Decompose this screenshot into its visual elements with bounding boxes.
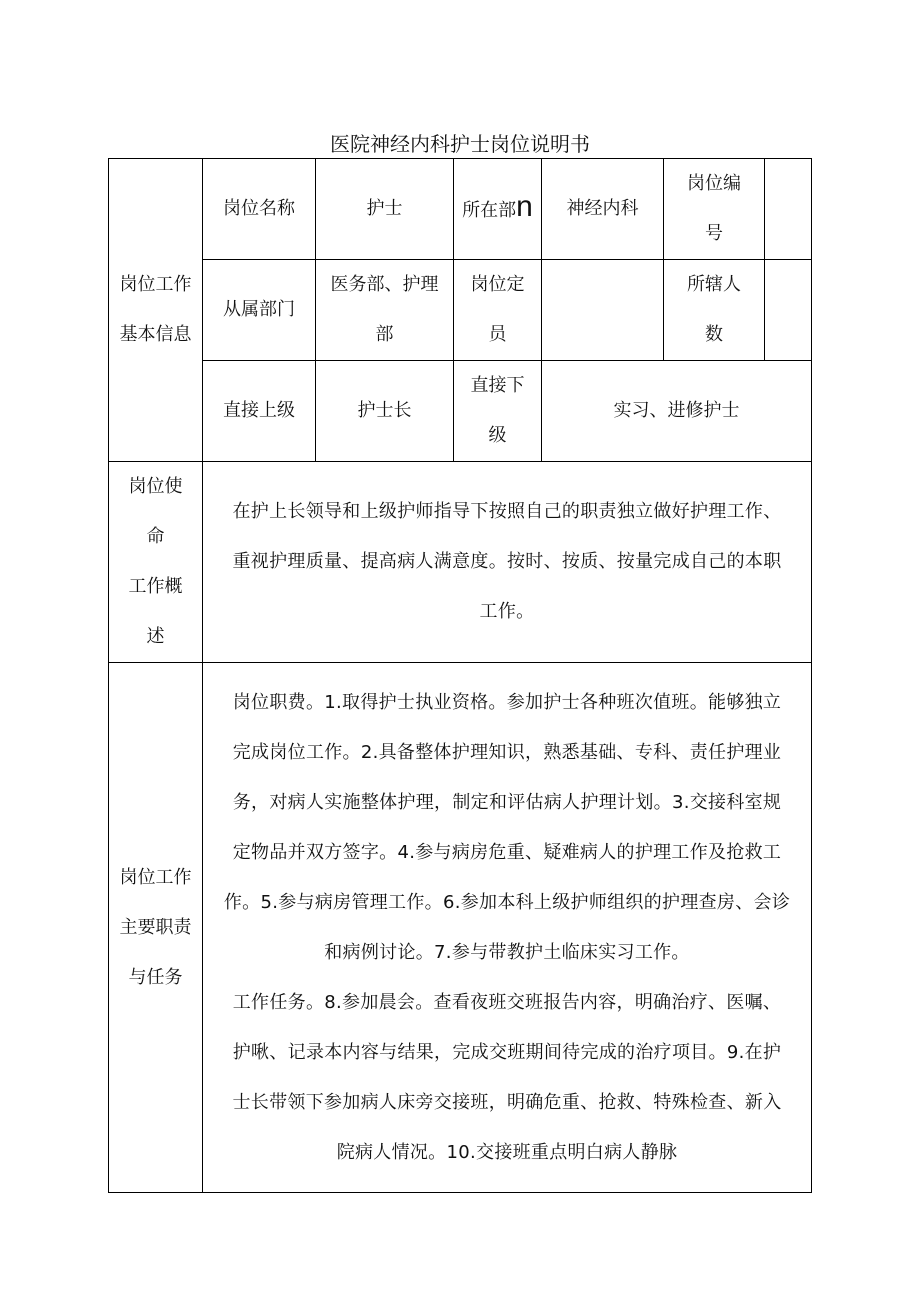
duties-text xyxy=(203,663,812,1193)
direct-subordinate-label xyxy=(454,361,542,462)
duties-text-line: 岗位职费。1.取得护士执业资格。参加护士各种班次值班。能够独立 xyxy=(232,691,782,713)
position-code-value xyxy=(765,159,812,260)
parent-department-value xyxy=(316,260,454,361)
department-label xyxy=(454,159,542,260)
subordinate-count-value xyxy=(765,260,812,361)
direct-superior-value: 护士长 xyxy=(316,361,454,462)
duties-label-line3: 与任务 xyxy=(128,966,183,988)
mission-text-line2: 重视护理质量、提高病人满意度。按时、按质、按量完成自己的本职 xyxy=(232,551,782,572)
position-name-value: 护士 xyxy=(316,159,454,260)
mission-text-line1: 在护上长领导和上级护师指导下按照自己的职责独立做好护理工作、 xyxy=(232,501,782,522)
mission-label-line1: 岗位使 xyxy=(128,476,183,497)
mission-text-line3: 工作。 xyxy=(479,601,535,622)
position-code-label-line2: 号 xyxy=(705,223,723,244)
subordinate-count-label-line1: 所辖人 xyxy=(687,274,741,295)
mission-label-line3: 工作概 xyxy=(128,576,183,597)
position-quota-label-line1: 岗位定 xyxy=(470,274,525,295)
job-description-table xyxy=(108,158,812,1193)
duties-text-line: 工作任务。8.参加晨会。查看夜班交班报告内容，明确治疗、医嘱、 xyxy=(232,991,782,1013)
position-name-label: 岗位名称 xyxy=(203,159,316,260)
direct-subordinate-label-line1: 直接下 xyxy=(470,375,525,396)
basic-info-label-line1: 岗位工作 xyxy=(119,274,192,295)
position-quota-label-line2: 员 xyxy=(488,324,507,345)
position-code-label xyxy=(664,159,765,260)
duties-label-line1: 岗位工作 xyxy=(119,866,192,888)
duties-text-line: 护啾、记录本内容与结果，完成交班期间待完成的治疗项目。9.在护 xyxy=(232,1041,782,1063)
parent-department-value-line2: 部 xyxy=(375,324,394,345)
parent-department-label: 从属部门 xyxy=(203,260,316,361)
mission-section-label xyxy=(109,462,203,663)
direct-superior-label: 直接上级 xyxy=(203,361,316,462)
mission-label-line2: 命 xyxy=(146,526,165,547)
duties-section-label xyxy=(109,663,203,1193)
direct-subordinate-label-line2: 级 xyxy=(488,425,507,446)
duties-text-line: 院病人情况。10.交接班重点明白病人静脉 xyxy=(336,1141,678,1163)
basic-info-section-label xyxy=(109,159,203,462)
mission-label-line4: 述 xyxy=(146,626,165,647)
duties-text-line: 士长带领下参加病人床旁交接班，明确危重、抢救、特殊检查、新入 xyxy=(232,1091,782,1113)
position-code-label-line1: 岗位编 xyxy=(687,173,741,194)
department-label-text: 所在部 xyxy=(462,200,517,221)
mission-text xyxy=(203,462,812,663)
direct-subordinate-value: 实习、进修护士 xyxy=(542,361,812,462)
position-quota-value xyxy=(542,260,664,361)
department-label-suffix: n xyxy=(516,190,533,223)
duties-text-line: 定物品并双方签字。4.参与病房危重、疑难病人的护理工作及抢救工 xyxy=(232,841,782,863)
subordinate-count-label-line2: 数 xyxy=(705,324,723,345)
document-title: 医院神经内科护士岗位说明书 xyxy=(330,132,590,156)
basic-info-label-line2: 基本信息 xyxy=(119,324,192,345)
duties-text-line: 和病例讨论。7.参与带教护土临床实习工作。 xyxy=(324,941,690,963)
department-value: 神经内科 xyxy=(542,159,664,260)
duties-text-line: 务，对病人实施整体护理，制定和评估病人护理计划。3.交接科室规 xyxy=(232,791,782,813)
duties-text-line: 完成岗位工作。2.具备整体护理知识，熟悉基础、专科、责任护理业 xyxy=(232,741,782,763)
duties-label-line2: 主要职责 xyxy=(119,916,192,938)
subordinate-count-label xyxy=(664,260,765,361)
position-quota-label xyxy=(454,260,542,361)
duties-text-line: 作。5.参与病房管理工作。6.参加本科上级护师组织的护理查房、会诊 xyxy=(223,891,791,913)
parent-department-value-line1: 医务部、护理 xyxy=(330,274,439,295)
